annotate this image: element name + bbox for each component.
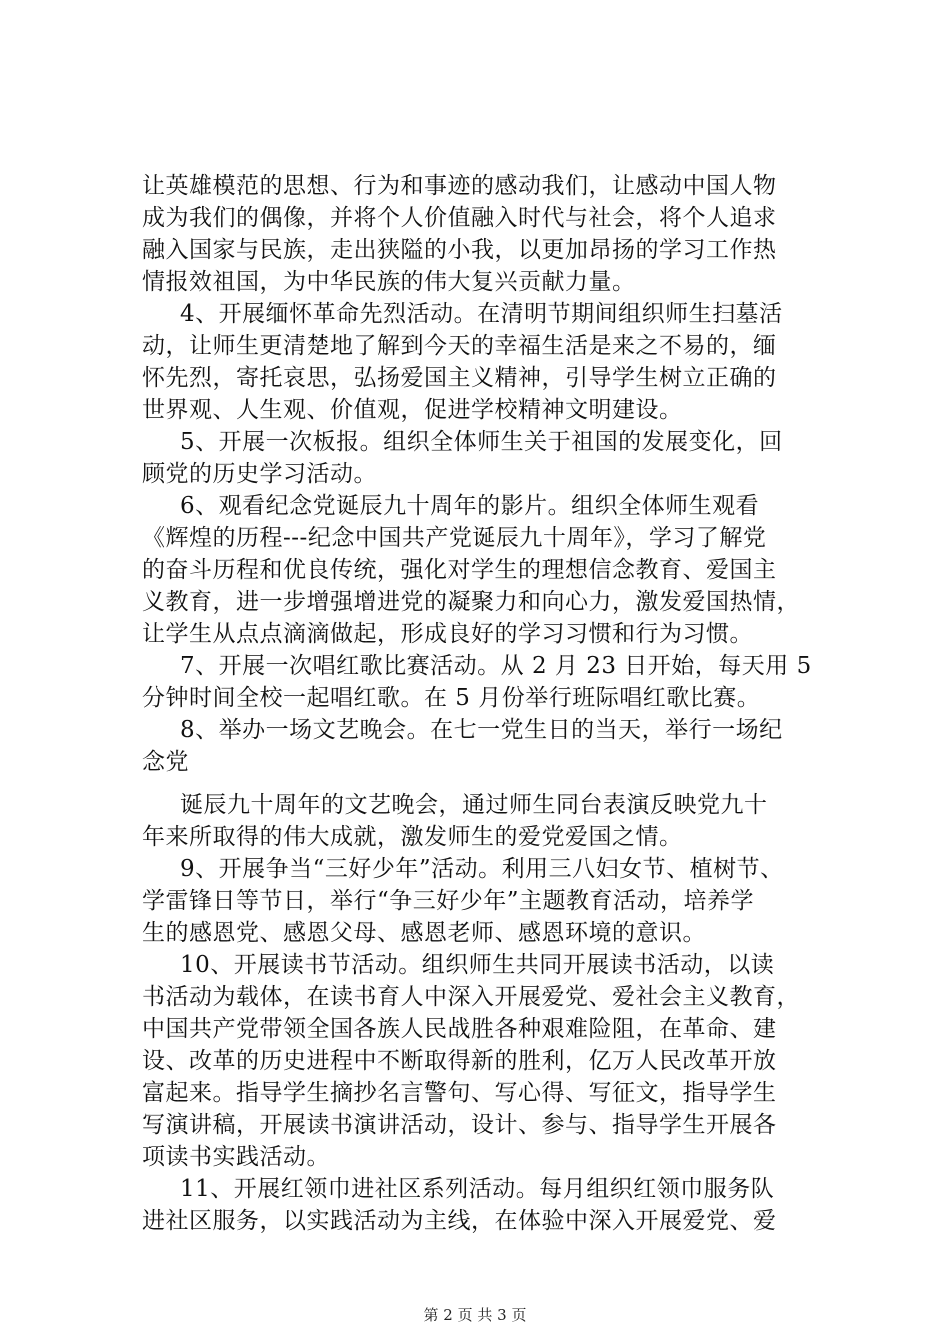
text-line: 中国共产党带领全国各族人民战胜各种艰难险阻，在革命、建 [142,1016,777,1042]
text-line: 10、开展读书节活动。组织师生共同开展读书活动，以读 [180,952,775,978]
text-line: 进社区服务，以实践活动为主线，在体验中深入开展爱党、爱 [142,1208,777,1234]
text-line: 让英雄模范的思想、行为和事迹的感动我们，让感动中国人物 [142,173,777,199]
text-line: 怀先烈，寄托哀思，弘扬爱国主义精神，引导学生树立正确的 [142,365,777,391]
text-line: 6、观看纪念党诞辰九十周年的影片。组织全体师生观看 [180,493,760,519]
text-line: 5、开展一次板报。组织全体师生关于祖国的发展变化，回 [180,429,783,455]
text-line: 写演讲稿，开展读书演讲活动，设计、参与、指导学生开展各 [142,1112,777,1138]
text-line: 成为我们的偶像，并将个人价值融入时代与社会，将个人追求 [142,205,777,231]
text-line: 4、开展缅怀革命先烈活动。在清明节期间组织师生扫墓活 [180,301,783,327]
text-line: 7、开展一次唱红歌比赛活动。从 2 月 23 日开始，每天用 5 [180,653,812,679]
page-number-footer: 第 2 页 共 3 页 [423,1306,527,1324]
text-line: 的奋斗历程和优良传统，强化对学生的理想信念教育、爱国主 [142,557,777,583]
text-line: 诞辰九十周年的文艺晚会，通过师生同台表演反映党九十 [180,792,768,818]
text-line: 念党 [142,749,189,775]
text-line: 顾党的历史学习活动。 [142,461,377,487]
text-line: 8、举办一场文艺晚会。在七一党生日的当天，举行一场纪 [180,717,783,743]
text-line: 《辉煌的历程---纪念中国共产党诞辰九十周年》，学习了解党 [142,525,767,551]
text-line: 年来所取得的伟大成就，激发师生的爱党爱国之情。 [142,824,683,850]
text-line: 融入国家与民族，走出狭隘的小我，以更加昂扬的学习工作热 [142,237,777,263]
text-line: 情报效祖国，为中华民族的伟大复兴贡献力量。 [142,269,636,295]
text-line: 11、开展红领巾进社区系列活动。每月组织红领巾服务队 [180,1176,775,1202]
text-line: 动，让师生更清楚地了解到今天的幸福生活是来之不易的，缅 [142,333,777,359]
text-line: 义教育，进一步增强增进党的凝聚力和向心力，激发爱国热情， [142,589,800,615]
text-line: 9、开展争当“三好少年”活动。利用三八妇女节、植树节、 [180,856,784,882]
text-line: 学雷锋日等节日，举行“争三好少年”主题教育活动，培养学 [142,888,755,914]
text-line: 设、改革的历史进程中不断取得新的胜利，亿万人民改革开放 [142,1048,777,1074]
text-line: 生的感恩党、感恩父母、感恩老师、感恩环境的意识。 [142,920,706,946]
text-line: 世界观、人生观、价值观，促进学校精神文明建设。 [142,397,683,423]
text-line: 让学生从点点滴滴做起，形成良好的学习习惯和行为习惯。 [142,621,753,647]
text-line: 分钟时间全校一起唱红歌。在 5 月份举行班际唱红歌比赛。 [142,685,761,711]
text-line: 书活动为载体，在读书育人中深入开展爱党、爱社会主义教育， [142,984,800,1010]
text-line: 项读书实践活动。 [142,1144,330,1170]
text-line: 富起来。指导学生摘抄名言警句、写心得、写征文，指导学生 [142,1080,777,1106]
